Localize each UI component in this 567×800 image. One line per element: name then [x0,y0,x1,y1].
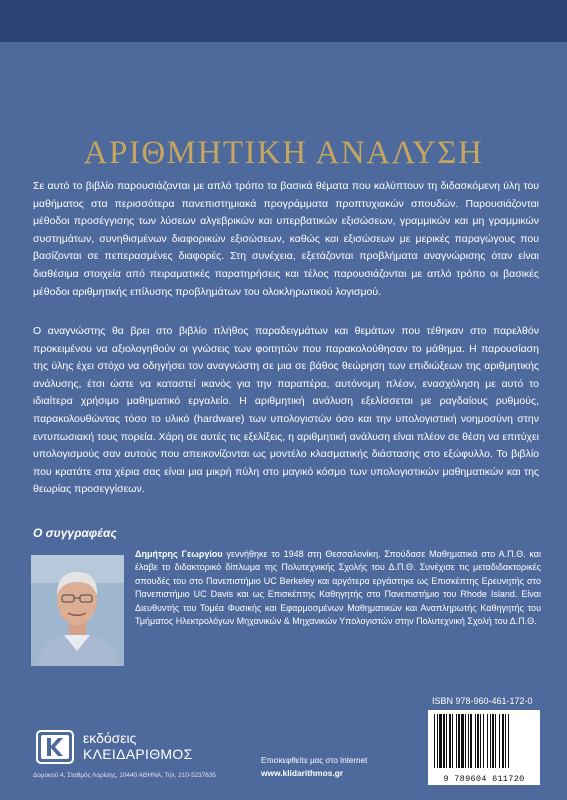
description-paragraph-1: Σε αυτό το βιβλίο παρουσιάζονται με απλό τρόπο τα βασικά θέματα που καλύπτουν τη διδασκόμενη ύλη του μαθήματος στα περισσότερα πανεπιστημιακά προγράμματα προπτυχιακών σπουδών. Παρουσιάζονται μέθοδοι προσέγγισης των λύσεων αλγεβρικών και υπερβατικών εξισώσεων, γραμμικών και μη γραμμικών συστημάτων, συνηθισμένων διαφορικών εξισώσεων, καθώς και εξισώσεων με μερικές παραγώγους που βασίζονται σε πεπερασμένες διαφορές. Στη συνέχεια, εξετάζονται προβλήματα αναγνώρισης όταν είναι διαθέσιμα στοιχεία από πειραματικές παρατηρήσεις και τέλος παρουσιάζονται με απλό τρόπο οι βασικές μέθοδοι αριθμητικής επίλυσης προβλημάτων του ολοκληρωτικού λογισμού. [33,180,539,298]
author-photo [31,555,124,666]
isbn-label: ISBN 978-960-461-172-0 [432,696,533,706]
book-title: ΑΡΙΘΜΗΤΙΚΗ ΑΝΑΛΥΣΗ [83,135,484,171]
description-paragraph-2: Ο αναγνώστης θα βρει στο βιβλίο πλήθος παραδειγμάτων και θεμάτων που τέθηκαν στο παρελθόν προκειμένου να αξιολογηθούν οι γνώσεις των φοιτητών που παρακολούθησαν το μάθημα. Η παρουσίαση της ύλης έχει στόχο να οδηγήσει τον αναγνώστη σε μια σε βάθος θεώρηση των επιδιώξεων της αριθμητικής ανάλυσης, έτσι ώστε να καταστεί ικανός για την παραπέρα, αυτόνομη πλέον, ενασχόληση με αυτό το ιδιαίτερα χρήσιμο μαθηματικό εργαλείο. Η αριθμητική ανάλυση εξελίσσεται με ραγδαίους ρυθμούς, παρακολουθώντας τόσο το υλικό (hardware) των υπολογιστών όσο και την υπολογιστική νοημοσύνη στην εντυπωσιακή τους πορεία. Χάρη σε αυτές τις εξελίξεις, η αριθμητική ανάλυση είναι πλέον σε θέση να επιτύχει υπολογισμούς σαν αυτούς που απεικονίζονται ως μοντέλο κλασματικής διάστασης στο εξώφυλλο. Το βιβλίο που κρατάτε στα χέρια σας είναι μια μικρή πύλη στο μαγικό κόσμο των υπολογιστικών μαθηματικών και της θεωρίας προσεγγίσεων. [33,325,539,496]
website-link[interactable]: www.klidarithmos.gr [261,768,344,778]
author-bio-text: γεννήθηκε το 1948 στη Θεσσαλονίκη. Σπούδασε Μαθηματικά στο Α.Π.Θ. και έλαβε το διδακτορικό δίπλωμα της Πολυτεχνικής Σχολής του Δ.Π.Θ. Συνέχισε τις μεταδιδακτορικές σπουδές του στο Πανεπιστήμιο UC Berkeley και αργότερα εργάστηκε ως Επισκέπτης Ερευνητής στο Πανεπιστήμιο UC Davis και ως Επισκέπτης Καθηγητής στο Πανεπιστήμιο του Rhode Island. Είναι Διευθυντής του Τομέα Φυσικής και Εφαρμοσμένων Μαθηματικών και Αναπληρωτής Καθηγητής του Τμήματος Ηλεκτρολόγων Μηχανικών & Μηχανικών Υπολογιστών στην Πολυτεχνική Σχολή του Δ.Π.Θ. [135,549,541,627]
publisher-logo-icon [36,730,74,764]
publisher-address: Δομοκού 4, Σταθμός Λαρίσης, 10440 ΑΘΗΝΑ, Τηλ. 210-5237635 [33,772,216,779]
author-heading: Ο συγγραφέας [33,526,117,540]
publisher-name-line1: εκδόσεις [83,730,137,746]
barcode-digits: 9 789604 611720 [443,774,525,784]
barcode-icon [432,714,536,770]
author-bio [135,548,541,628]
publisher-name-line2: ΚΛΕΙΔΑΡΙΘΜΟΣ [83,746,193,762]
visit-label: Επισκεφθείτε μας στο Internet [261,756,368,765]
top-band [0,0,567,42]
author-name: Δημήτρης Γεωργίου [135,549,223,559]
barcode [428,710,540,785]
